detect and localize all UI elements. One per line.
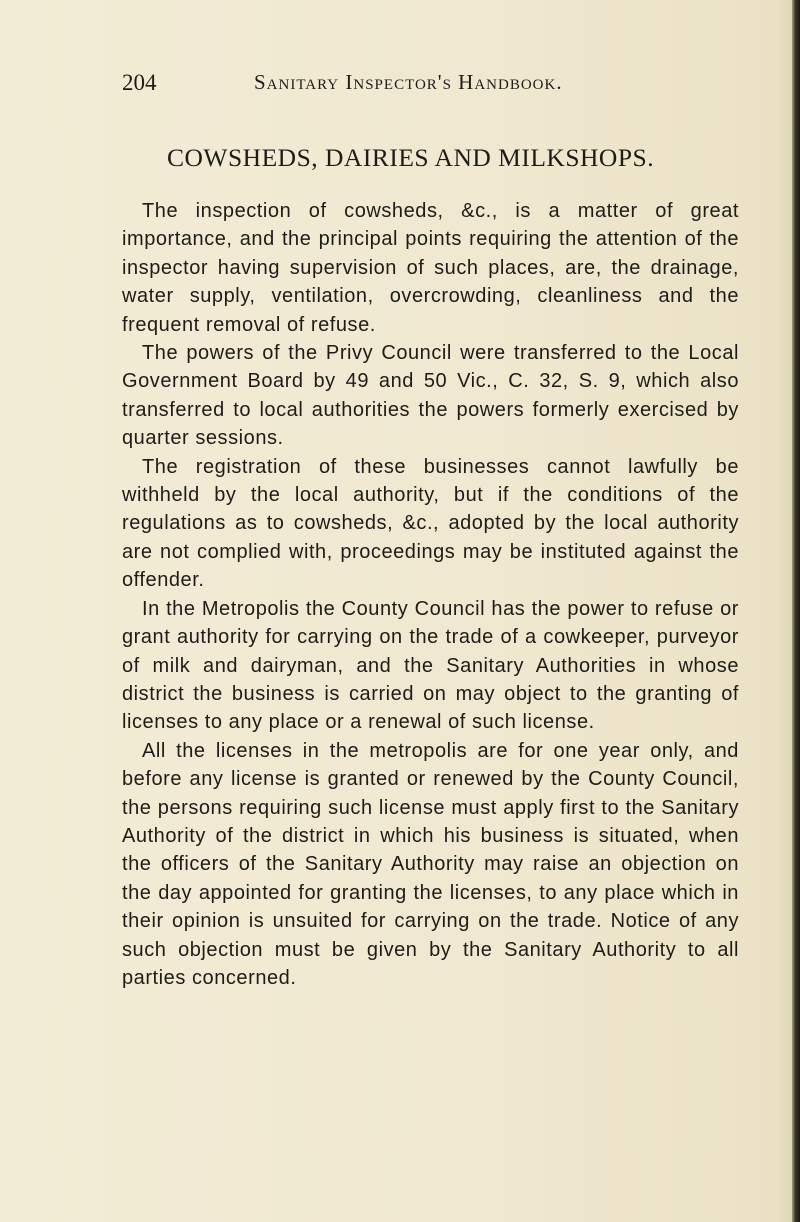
- running-head-title: Sanitary Inspector's Handbook.: [254, 70, 563, 94]
- body-text: [122, 197, 739, 992]
- paragraph-registration: The registration of these businesses cannot lawfully be withheld by the local authority, but if the conditions of the regulations as to cowsheds, &c., adopted by the local authority are not complied with, proceedings may be instituted against the offender.: [122, 455, 739, 592]
- paragraph-licenses: All the licenses in the metropolis are for one year only, and before any license is granted or renewed by the County Council, the persons requiring such license must apply first to the Sanitary Authority of the district in which his business is situated, when the officers of the Sanitary Authority may raise an objection on the day appointed for granting the licenses, to any place which in their opinion is unsuited for carrying on the trade. Notice of any such objection must be given by the Sanitary Authority to all parties concerned.: [122, 739, 739, 989]
- paragraph-inspection: The inspection of cowsheds, &c., is a matter of great importance, and the principal points requiring the attention of the inspector having supervision of such places, are, the drainage, water supply, ventilation, overcrowding, cleanliness and the frequent removal of refuse.: [122, 200, 739, 336]
- paragraph-privy-council: The powers of the Privy Council were transferred to the Local Government Board by 49 and 50 Vic., C. 32, S. 9, which also transferred to local authorities the powers formerly exercised by quarter sessions.: [122, 342, 739, 450]
- paragraph-metropolis: In the Metropolis the County Council has the power to refuse or grant authority for carrying on the trade of a cowkeeper, purveyor of milk and dairyman, and the Sanitary Authorities in whose district the business is carried on may object to the granting of licenses to any place or a renewal of such license.: [122, 597, 739, 734]
- running-head: [122, 70, 762, 100]
- page-edge-shadow: [792, 0, 800, 1222]
- section-title: COWSHEDS, DAIRIES AND MILKSHOPS.: [167, 143, 655, 172]
- page-number: 204: [122, 70, 157, 95]
